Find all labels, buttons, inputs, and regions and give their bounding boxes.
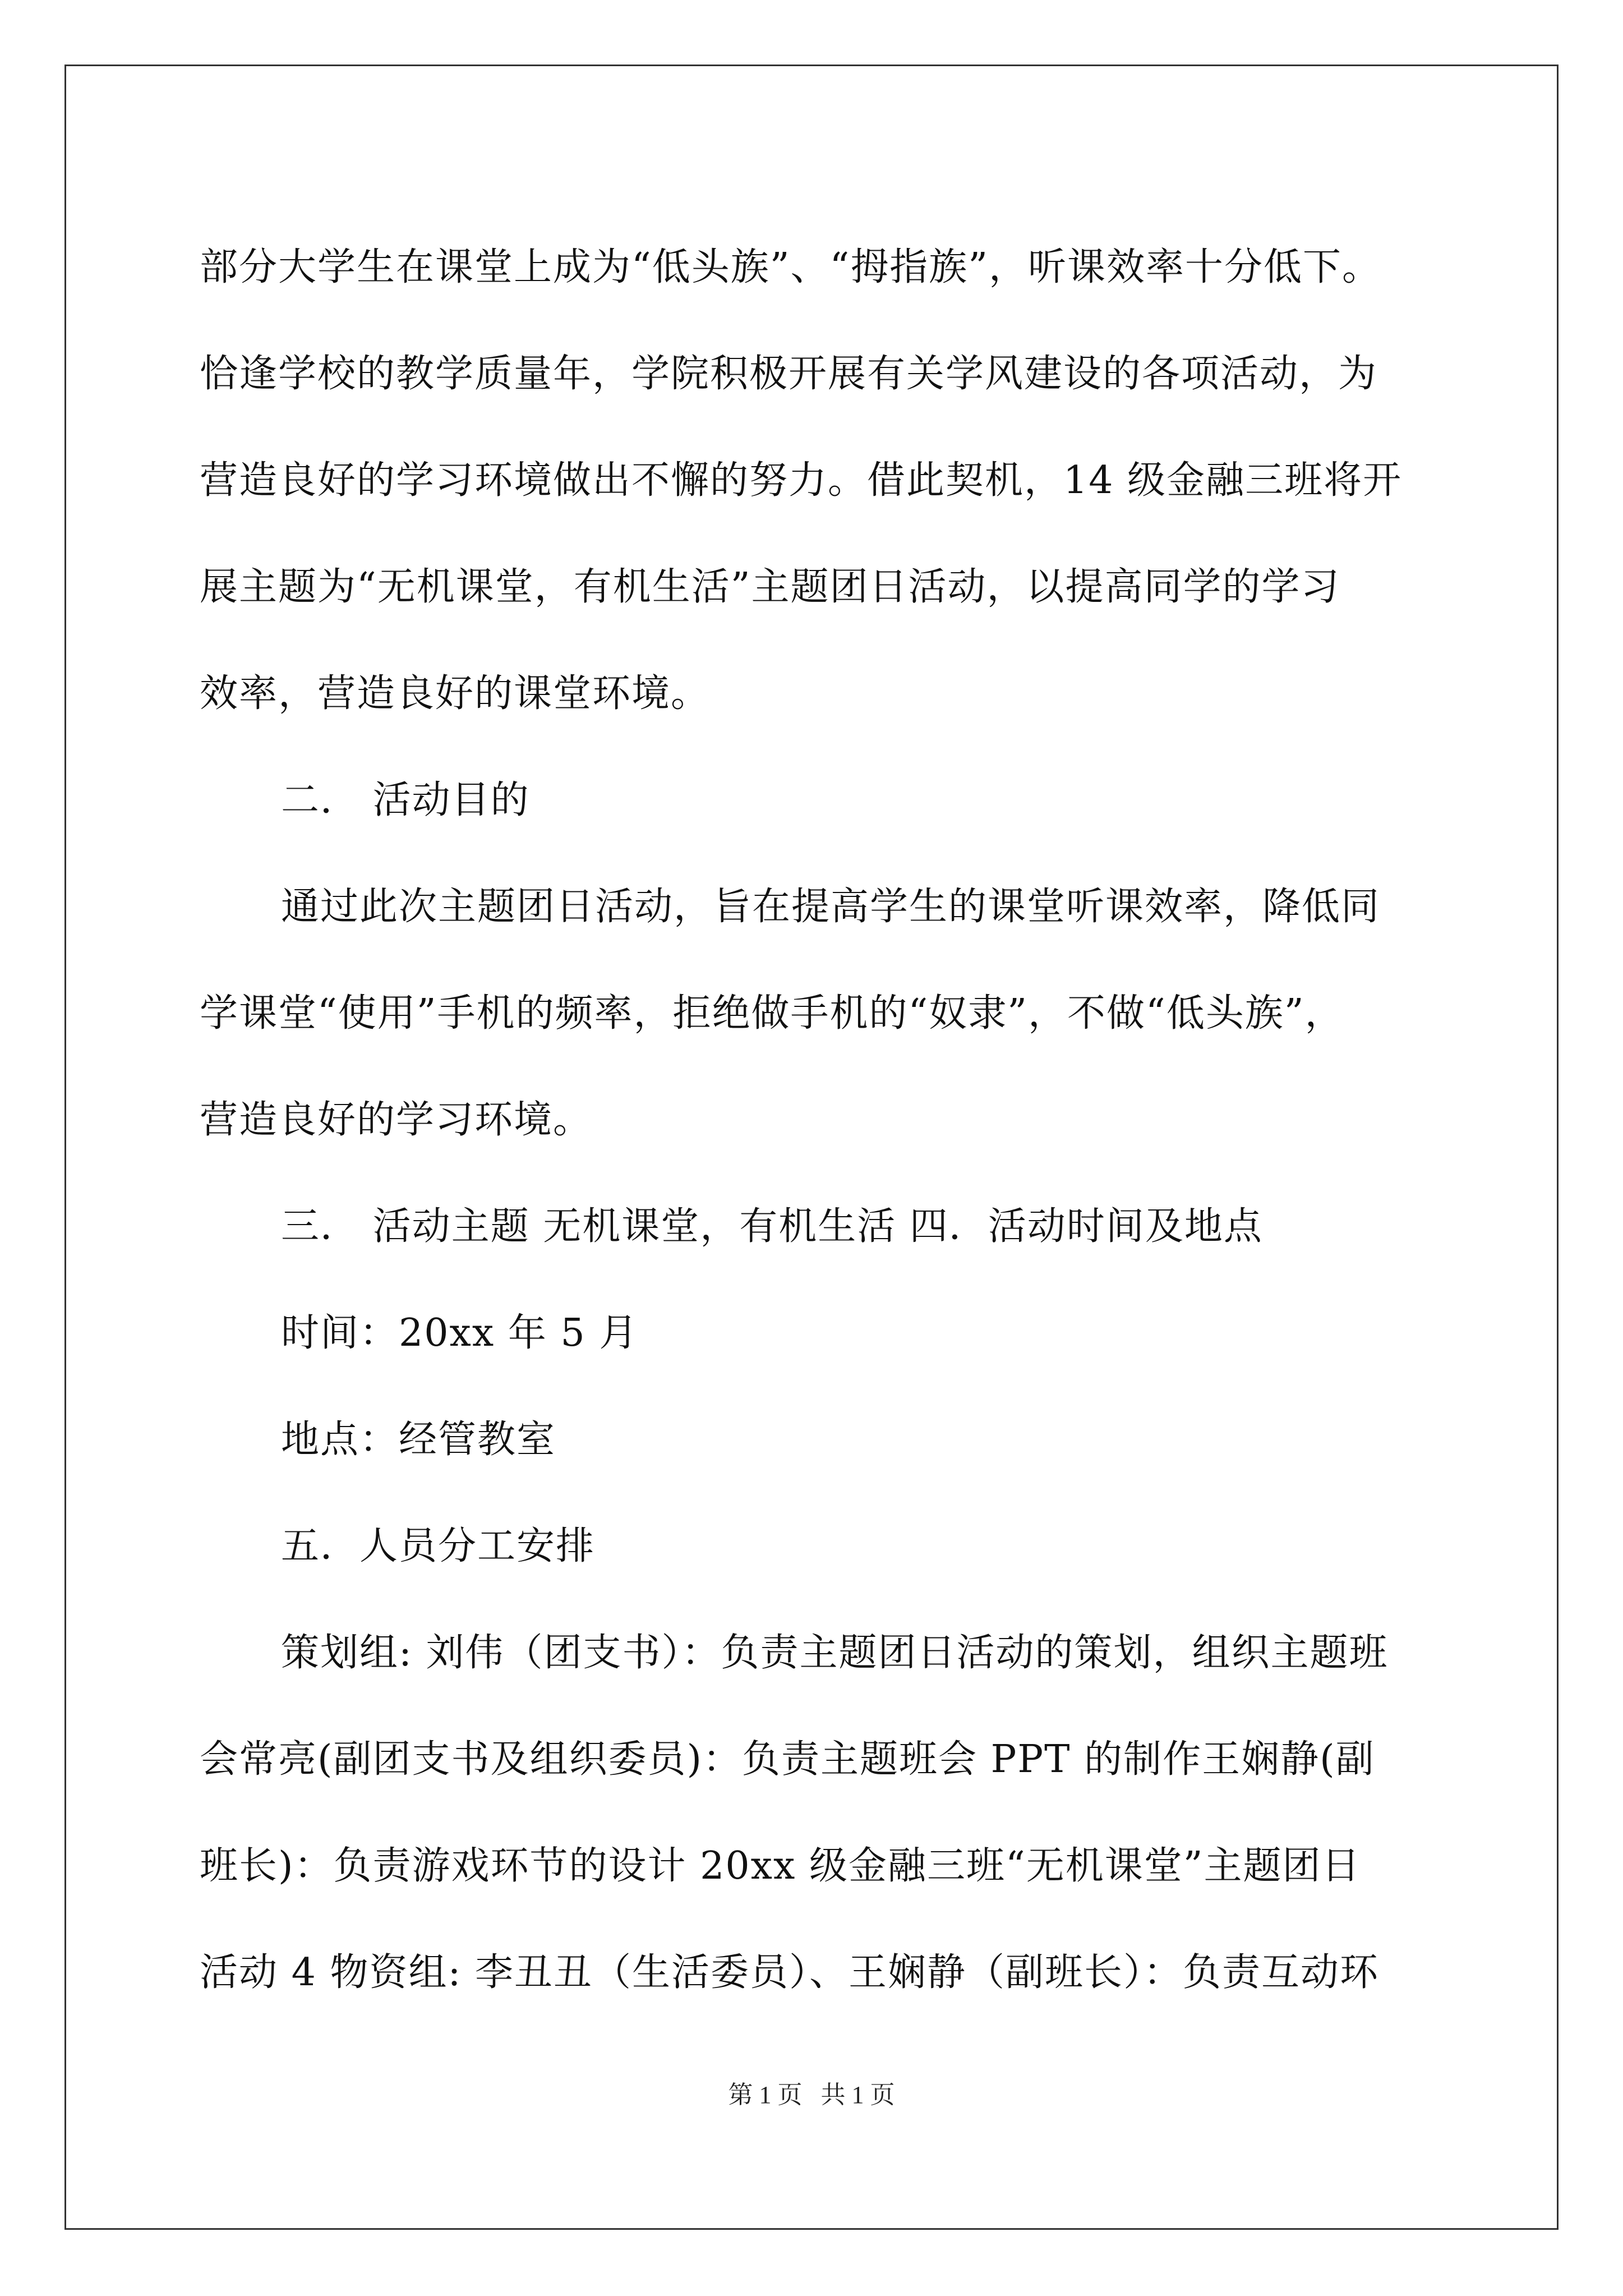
- body-line-14: 策划组: 刘伟（团支书）：负责主题团日活动的策划，组织主题班: [281, 1631, 1389, 1675]
- body-line-3: 营造良好的学习环境做出不懈的努力。借此契机，14 级金融三班将开: [200, 458, 1403, 503]
- document-body: [200, 214, 1461, 2026]
- body-line-17: 活动 4 物资组: 李丑丑（生活委员）、王娴静（副班长）：负责互动环: [200, 1950, 1380, 1995]
- body-line-16: 班长)：负责游戏环节的设计 20xx 级金融三班“无机课堂”主题团日: [200, 1844, 1361, 1888]
- location-line: 地点：经管教室: [281, 1418, 556, 1462]
- body-line-8: 学课堂“使用”手机的频率，拒绝做手机的“奴隶”，不做“低头族”，: [200, 991, 1344, 1036]
- time-line: 时间：20xx 年 5 月: [281, 1311, 639, 1355]
- section-heading-theme-time-place: 三． 活动主题 无机课堂，有机生活 四．活动时间及地点: [281, 1204, 1263, 1249]
- body-line-4: 展主题为“无机课堂，有机生活”主题团日活动，以提高同学的学习: [200, 565, 1340, 609]
- section-heading-activity-purpose: 二． 活动目的: [281, 778, 530, 822]
- body-line-15: 会常亮(副团支书及组织委员)：负责主题班会 PPT 的制作王娴静(副: [200, 1737, 1375, 1782]
- body-line-1: 部分大学生在课堂上成为“低头族”、“拇指族”，听课效率十分低下。: [200, 245, 1382, 289]
- body-line-7: 通过此次主题团日活动，旨在提高学生的课堂听课效率，降低同: [281, 885, 1381, 929]
- section-heading-staff-assignment: 五．人员分工安排: [281, 1524, 596, 1568]
- page-number-footer: 第 1 页 共 1 页: [728, 2081, 895, 2109]
- body-line-2: 恰逢学校的教学质量年，学院积极开展有关学风建设的各项活动，为: [200, 352, 1378, 396]
- body-line-9: 营造良好的学习环境。: [200, 1098, 593, 1142]
- body-line-5: 效率，营造良好的课堂环境。: [200, 671, 711, 716]
